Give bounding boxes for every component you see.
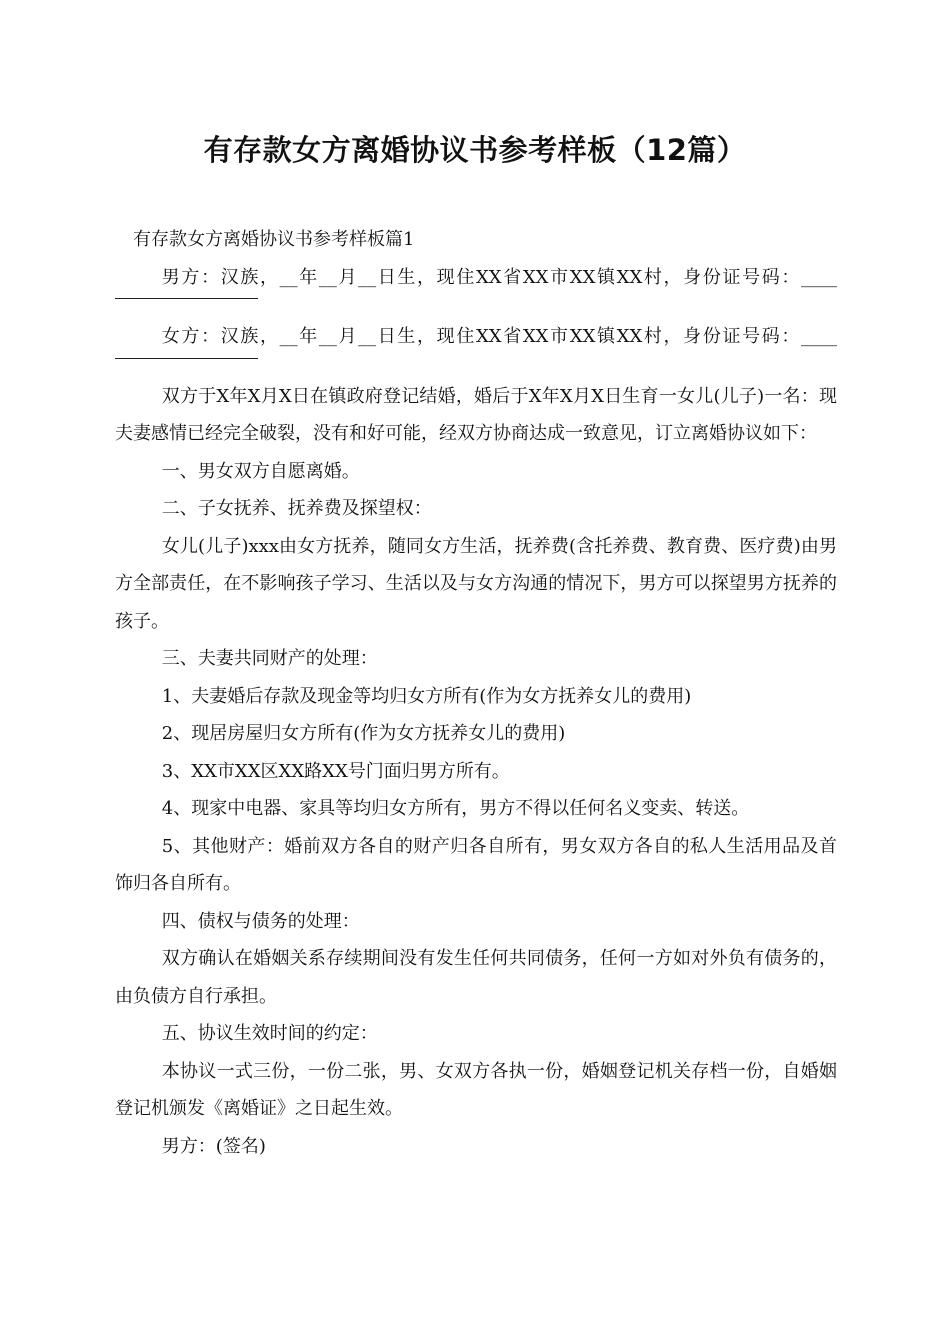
clause-body-4: 双方确认在婚姻关系存续期间没有发生任何共同债务，任何一方如对外负有债务的，由负债方自行承担。 bbox=[115, 948, 837, 1007]
paragraph-male-info: 男方：汉族，__年__月__日生，现住XX省XX市XX镇XX村，身份证号码：____ bbox=[161, 266, 837, 288]
clause-body-5: 本协议一式三份，一份二张，男、女双方各执一份，婚姻登记机关存档一份，自婚姻登记机颁发《离婚证》之日起生效。 bbox=[115, 1060, 837, 1119]
clause-heading-3: 三、夫妻共同财产的处理： bbox=[161, 648, 378, 669]
clause-item-3-1: 1、夫妻婚后存款及现金等均归女方所有(作为女方抚养女儿的费用) bbox=[161, 685, 692, 707]
clause-item-3-2: 2、现居房屋归女方所有(作为女方抚养女儿的费用) bbox=[161, 723, 566, 744]
clause-heading-4: 四、债权与债务的处理： bbox=[161, 910, 360, 932]
clause-item-3-5: 5、其他财产：婚前双方各自的财产归各自所有，男女双方各自的私人生活用品及首饰归各自所有。 bbox=[115, 835, 837, 894]
paragraph-intro: 双方于X年X月X日在镇政府登记结婚，婚后于X年X月X日生育一女儿(儿子)一名：现夫妻感情已经完全破裂，没有和好可能，经双方协商达成一致意见，订立离婚协议如下： bbox=[115, 385, 837, 444]
paragraph-female-info: 女方：汉族，__年__月__日生，现住XX省XX市XX镇XX村，身份证号码：____ bbox=[161, 326, 837, 347]
section-subtitle: 有存款女方离婚协议书参考样板篇1 bbox=[133, 229, 415, 250]
clause-item-3-4: 4、现家中电器、家具等均归女方所有，男方不得以任何名义变卖、转送。 bbox=[161, 798, 750, 819]
clause-heading-2: 二、子女抚养、抚养费及探望权： bbox=[161, 498, 432, 519]
document-body bbox=[115, 221, 837, 1165]
document-title: 有存款女方离婚协议书参考样板（12篇） bbox=[203, 133, 747, 167]
clause-item-3-3: 3、XX市XX区XX路XX号门面归男方所有。 bbox=[161, 760, 510, 782]
clause-body-2: 女儿(儿子)xxx由女方抚养，随同女方生活，抚养费(含托养费、教育费、医疗费)由男方全部责任，在不影响孩子学习、生活以及与女方沟通的情况下，男方可以探望男方抚养的孩子。 bbox=[115, 535, 837, 632]
signature-line-male: 男方：(签名) bbox=[161, 1135, 266, 1157]
clause-heading-5: 五、协议生效时间的约定： bbox=[161, 1023, 378, 1044]
clause-heading-1: 一、男女双方自愿离婚。 bbox=[161, 460, 360, 482]
